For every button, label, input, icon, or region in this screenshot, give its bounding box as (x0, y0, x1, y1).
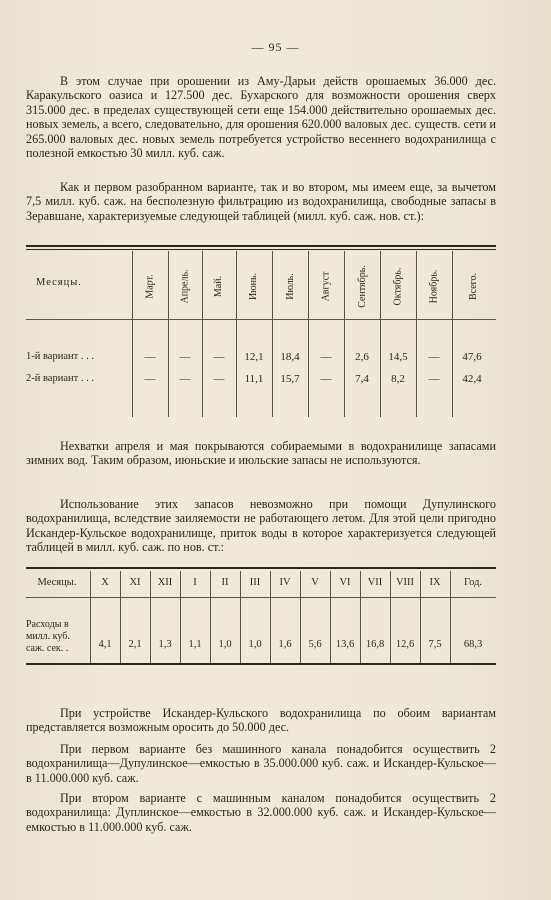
col-header-total: Всего. (468, 272, 480, 300)
table-cell: — (213, 373, 225, 385)
table-cell: 1,1 (188, 639, 202, 650)
col-header-iv: IV (279, 577, 291, 588)
table-free-reserves (26, 245, 496, 419)
table-cell: — (320, 373, 332, 385)
table-top-rule (26, 245, 496, 247)
table-header-divider (26, 597, 496, 598)
table-cell: 1,0 (218, 639, 232, 650)
table-cell: — (179, 373, 191, 385)
table-cell: 14,5 (388, 351, 408, 363)
table-cell: — (428, 351, 440, 363)
row-label-discharge: Расходы в милл. куб. саж. сек. . (26, 619, 70, 654)
col-header-march: Март. (144, 273, 156, 299)
table-header-divider (26, 319, 496, 320)
table-cell: 1,3 (158, 639, 172, 650)
paragraph-7 (26, 791, 496, 834)
table-cell: — (144, 351, 156, 363)
table-cell: 15,7 (280, 373, 300, 385)
table-cell: — (320, 351, 332, 363)
col-header-june: Июнь. (248, 272, 260, 300)
paragraph-3 (26, 439, 496, 468)
table-column-divider (236, 251, 237, 417)
row-label-variant-2: 2-й вариант . . . (26, 373, 94, 384)
col-header-july: Июль. (284, 272, 296, 300)
paragraph-1 (26, 74, 496, 160)
table-months-header: Месяцы. (37, 577, 77, 588)
table-cell: 7,5 (428, 639, 442, 650)
paragraph-1-text: В этом случае при орошении из Аму-Дарьи действ орошаемых 36.000 дес. Каракульского оазиса и 127.500 дес. Бухарского для возможности орошения сверх 315.000 дес. в пределах существующей сети еще 154.000 действительно орошаемых дес. новых земель, а всего, следовательно, для орошения 620.000 валовых дес. существ. сети и 265.000 валовых дес. новых земель потребуется устройство весеннего водохранилища с полезной емкостью 30 милл. куб. саж. (26, 74, 496, 161)
table-column-divider (132, 251, 133, 417)
paragraph-4 (26, 497, 496, 555)
col-header-september: Сентябрь. (356, 264, 368, 308)
table-cell: 12,6 (395, 639, 415, 650)
page-number: — 95 — (251, 40, 300, 54)
table-column-divider (416, 251, 417, 417)
paragraph-2-text: Как и первом разобранном варианте, так и во втором, мы имеем еще, за вычетом 7,5 милл. куб. саж. на бесполезную фильтрацию из водохранилища, свободные запасы в Зеравшане, характеризуемые следующей таблицей (милл. куб. саж. нов. ст.): (26, 180, 496, 223)
paragraph-2 (26, 180, 496, 223)
table-column-divider (380, 251, 381, 417)
table-cell: 1,6 (278, 639, 292, 650)
paragraph-5-text: При устройстве Искандер-Кульского водохранилища по обоим вариантам представляется возможным оросить до 50.000 дес. (26, 706, 496, 735)
col-header-april: Апрель. (179, 268, 191, 304)
table-cell: 5,6 (308, 639, 322, 650)
table-cell: 2,6 (355, 351, 369, 363)
col-header-v: V (311, 577, 319, 588)
col-header-ii: II (221, 577, 229, 588)
table-cell: 7,4 (355, 373, 369, 385)
table-bottom-rule (26, 663, 496, 665)
table-column-divider (272, 251, 273, 417)
table-column-divider (308, 251, 309, 417)
table-cell: 12,1 (244, 351, 264, 363)
col-header-year: Год. (463, 577, 483, 588)
table-column-divider (452, 251, 453, 417)
paragraph-3-text: Нехватки апреля и мая покрываются собираемыми в водохранилище запасами зимних вод. Таким образом, июньские и июльские запасы не используются. (26, 439, 496, 468)
table-cell: 16,8 (365, 639, 385, 650)
col-header-i: I (193, 577, 197, 588)
table-cell: — (179, 351, 191, 363)
col-header-vii: VII (367, 577, 383, 588)
table-cell: 13,6 (335, 639, 355, 650)
table-cell: 4,1 (98, 639, 112, 650)
table-cell: 42,4 (462, 373, 482, 385)
col-header-xi: XI (129, 577, 141, 588)
paragraph-7-text: При втором варианте с машинным каналом понадобится осуществить 2 водохранилища: Дуплинское—емкостью в 32.000.000 куб. саж. и Искандер-Кульское—емкостью в 11.000.000 куб. саж. (26, 791, 496, 834)
paragraph-6 (26, 742, 496, 785)
col-header-ix: IX (429, 577, 441, 588)
col-header-viii: VIII (395, 577, 415, 588)
col-header-iii: III (249, 577, 261, 588)
table-cell: — (144, 373, 156, 385)
table-column-divider (344, 251, 345, 417)
col-header-october: Октябрь. (392, 267, 404, 305)
col-header-august: Август (320, 271, 332, 301)
table-cell: 47,6 (462, 351, 482, 363)
row-label-variant-1: 1-й вариант . . . (26, 351, 94, 362)
table-top-rule (26, 567, 496, 569)
table-cell: 11,1 (244, 373, 264, 385)
table-months-header: Месяцы. (36, 277, 82, 288)
table-iskander-inflow (26, 567, 496, 667)
table-cell: 8,2 (391, 373, 405, 385)
table-cell: 68,3 (463, 639, 483, 650)
col-header-vi: VI (339, 577, 351, 588)
col-header-november: Ноябрь. (428, 269, 440, 303)
paragraph-6-text: При первом варианте без машинного канала понадобится осуществить 2 водохранилища—Дупулинское—емкостью в 35.000.000 куб. саж. и Искандер-Кульское—в 11.000.000 куб. саж. (26, 742, 496, 785)
table-top-rule-thin (26, 249, 496, 250)
table-cell: 1,0 (248, 639, 262, 650)
paragraph-5 (26, 706, 496, 735)
table-cell: — (428, 373, 440, 385)
col-header-may: Май. (213, 275, 225, 297)
table-cell: 18,4 (280, 351, 300, 363)
table-cell: — (213, 351, 225, 363)
table-cell: 2,1 (128, 639, 142, 650)
col-header-xii: XII (157, 577, 173, 588)
col-header-x: X (101, 577, 109, 588)
paragraph-4-text: Использование этих запасов невозможно при помощи Дупулинского водохранилища, вследствие заиляемости не работающего летом. Для этой цели пригодно Искандер-Кульское водохранилище, приток воды в которое характеризуется следующей таблицей в милл. куб. саж. по нов. ст.: (26, 497, 496, 555)
